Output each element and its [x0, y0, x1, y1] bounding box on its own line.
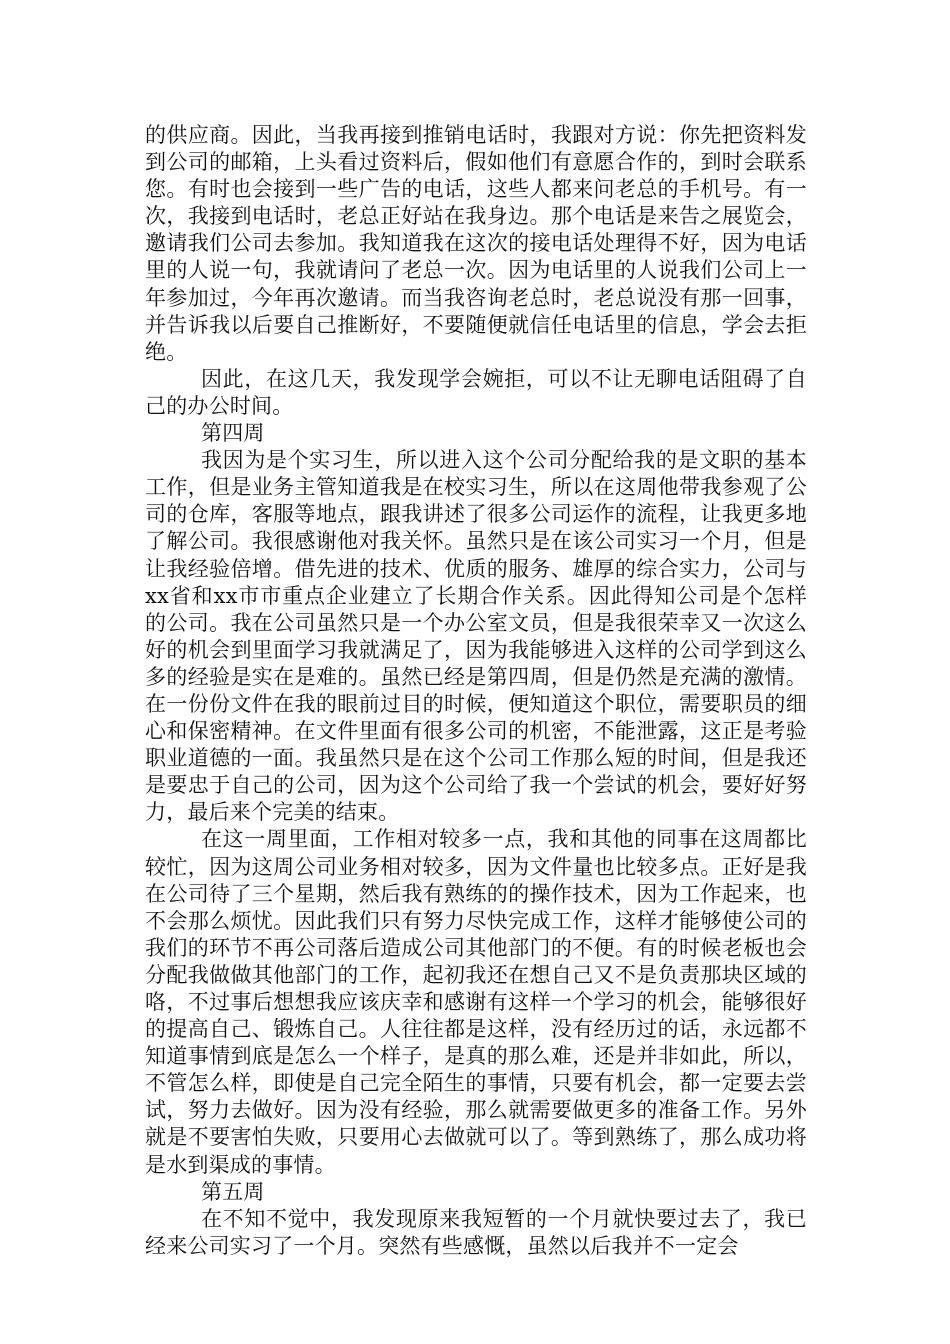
section-heading-week-5: 第五周: [201, 1179, 265, 1204]
paragraph-3: 我因为是个实习生，所以进入这个公司分配给我的是文职的基本工作，但是业务主管知道我是在校实习生，所以在这周他带我参观了公司的仓库，客服等地点，跟我讲述了很多公司运作的流程，让我更多地了解公司。我很感谢他对我关怀。虽然只是在该公司实习一个月，但是让我经验倍增。借先进的技术、优质的服务、雄厚的综合实力，公司与xx省和xx市市重点企业建立了长期合作关系。因此得知公司是个怎样的公司。我在公司虽然只是一个办公室文员，但是我很荣幸又一次这么好的机会到里面学习我就满足了，因为我能够进入这样的公司学到这么多的经验是实在是难的。虽然已经是第四周，但是仍然是充满的激情。在一份份文件在我的眼前过目的时候，便知道这个职位，需要职员的细心和保密精神。在文件里面有很多公司的机密，不能泄露，这正是考验职业道德的一面。我虽然只是在这个公司工作那么短的时间，但是我还是要忠于自己的公司，因为这个公司给了我一个尝试的机会，要好好努力，最后来个完美的结束。: [145, 448, 807, 825]
paragraph-2: 因此，在这几天，我发现学会婉拒，可以不让无聊电话阻碍了自己的办公时间。: [145, 366, 807, 418]
paragraph-5: 在不知不觉中，我发现原来我短暂的一个月就快要过去了，我已经来公司实习了一个月。突然有些感慨，虽然以后我并不一定会: [145, 1206, 807, 1258]
section-heading-week-4: 第四周: [201, 421, 265, 446]
paragraph-4: 在这一周里面，工作相对较多一点，我和其他的同事在这周都比较忙，因为这周公司业务相对较多，因为文件量也比较多点。正好是我在公司待了三个星期，然后我有熟练的的操作技术，因为工作起来，也不会那么烦忧。因此我们只有努力尽快完成工作，这样才能够使公司的我们的环节不再公司落后造成公司其他部门的不便。有的时候老板也会分配我做做其他部门的工作，起初我还在想自己又不是负责那块区域的咯，不过事后想想我应该庆幸和感谢有这样一个学习的机会，能够很好的提高自己、锻炼自己。人往往都是这样，没有经历过的话，永远都不知道事情到底是怎么一个样子，是真的那么难，还是并非如此，所以，不管怎么样，即使是自己完全陌生的事情，只要有机会，都一定要去尝试，努力去做好。因为没有经验，那么就需要做更多的准备工作。另外就是不要害怕失败，只要用心去做就可以了。等到熟练了，那么成功将是水到渠成的事情。: [145, 827, 807, 1177]
paragraph-1: 的供应商。因此，当我再接到推销电话时，我跟对方说：你先把资料发到公司的邮箱，上头看过资料后，假如他们有意愿合作的，到时会联系您。有时也会接到一些广告的电话，这些人都来问老总的手机号。有一次，我接到电话时，老总正好站在我身边。那个电话是来告之展览会，邀请我们公司去参加。我知道我在这次的接电话处理得不好，因为电话里的人说一句，我就请问了老总一次。因为电话里的人说我们公司上一年参加过，今年再次邀请。而当我咨询老总时，老总说没有那一回事，并告诉我以后要自己推断好，不要随便就信任电话里的信息，学会去拒绝。: [145, 123, 807, 364]
document-body: [145, 122, 807, 1260]
